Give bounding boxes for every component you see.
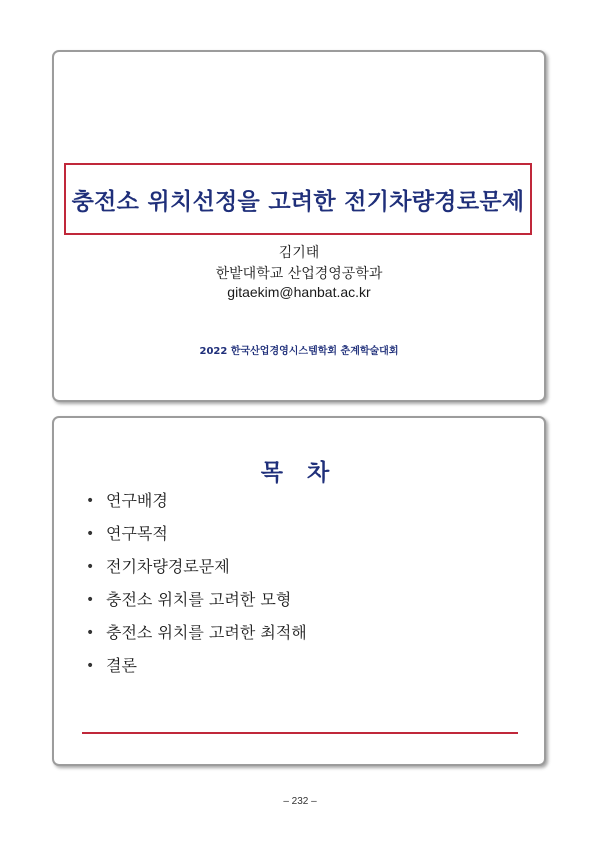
list-item — [86, 484, 307, 517]
list-item-label: 연구배경 — [106, 490, 168, 510]
contents-slide — [52, 416, 546, 766]
bullet-icon: • — [86, 492, 95, 509]
divider-line — [82, 732, 518, 734]
bullet-icon: • — [86, 591, 95, 608]
title-frame — [64, 163, 532, 235]
bullet-icon: • — [86, 558, 95, 575]
conference-name: 2022 한국산업경영시스템학회 춘계학술대회 — [199, 346, 399, 357]
bullet-icon: • — [86, 657, 95, 674]
list-item-label: 충전소 위치를 고려한 최적해 — [106, 622, 307, 642]
bullet-icon: • — [86, 624, 95, 641]
presentation-title: 충전소 위치선정을 고려한 전기차량경로문제 — [71, 188, 525, 215]
list-item — [86, 550, 307, 583]
title-slide — [52, 50, 546, 402]
list-item — [86, 517, 307, 550]
list-item — [86, 616, 307, 649]
author-email: gitaekim@hanbat.ac.kr — [227, 284, 371, 300]
list-item — [86, 649, 307, 682]
contents-title: 목 차 — [260, 460, 338, 486]
author-name: 김기태 — [278, 245, 320, 261]
list-item-label: 전기차량경로문제 — [106, 556, 230, 576]
list-item — [86, 583, 307, 616]
bullet-icon: • — [86, 525, 95, 542]
page-number: – 232 – — [283, 796, 317, 807]
author-affiliation: 한밭대학교 산업경영공학과 — [215, 266, 383, 282]
list-item-label: 충전소 위치를 고려한 모형 — [106, 589, 292, 609]
contents-list — [86, 484, 307, 682]
list-item-label: 결론 — [106, 655, 137, 675]
list-item-label: 연구목적 — [106, 523, 168, 543]
